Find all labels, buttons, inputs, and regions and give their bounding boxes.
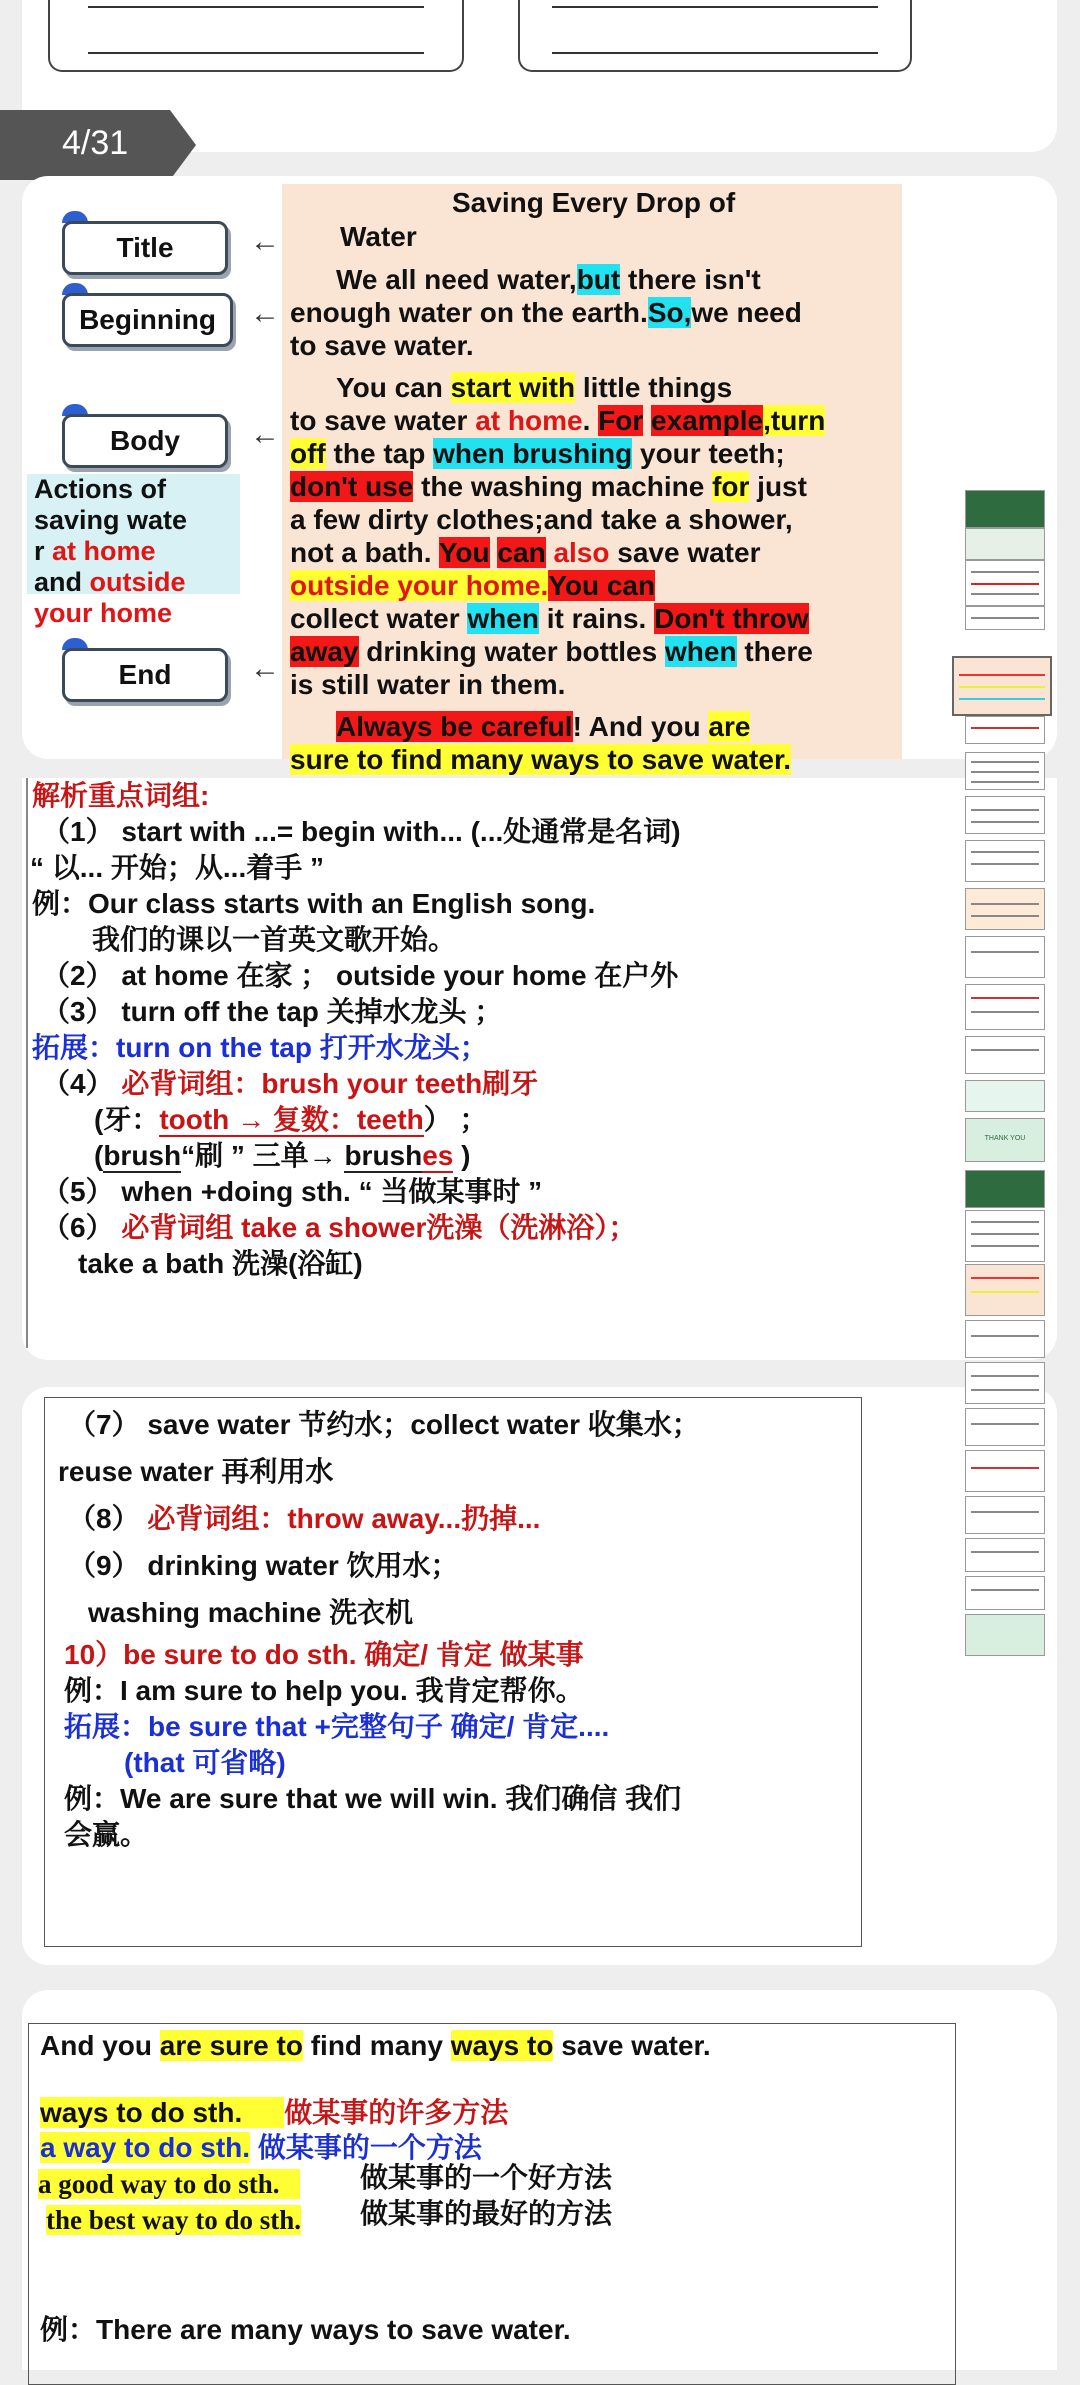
thumbnail-slide[interactable]: [965, 716, 1045, 744]
thumbnail-slide[interactable]: [965, 1538, 1045, 1572]
notes-line: 拓展：turn on the tap 打开水龙头；: [32, 1032, 488, 1063]
notes-line: 拓展：be sure that +完整句子 确定/ 肯定....: [64, 1711, 610, 1742]
thumbnail-thank-you: THANK YOU: [984, 1135, 1026, 1142]
notes-line: And you are sure to find many ways to save water.: [40, 2030, 711, 2061]
thumbnail-slide[interactable]: [965, 1264, 1045, 1316]
notes-line: reuse water 再利用水: [58, 1456, 334, 1487]
notes-heading: 解析重点词组:: [32, 780, 210, 811]
passage-line: Always be careful! And you are: [336, 711, 751, 742]
passage-title-line1: Saving Every Drop of: [452, 187, 736, 218]
answer-box-left: [48, 0, 464, 72]
notes-line: 例：I am sure to help you. 我肯定帮你。: [64, 1675, 584, 1706]
notes-line: （4） 必背词组：brush your teeth刷牙: [42, 1068, 539, 1099]
thumbnail-slide[interactable]: [965, 1450, 1045, 1492]
passage-line: enough water on the earth.So,we need: [290, 297, 802, 328]
passage-line: a few dirty clothes;and take a shower,: [290, 504, 793, 535]
notes-line: a way to do sth. 做某事的一个方法: [40, 2132, 482, 2163]
thumbnail-slide[interactable]: [965, 796, 1045, 834]
notes-line: 我们的课以一首英文歌开始。: [92, 924, 457, 955]
thumbnail-slide[interactable]: [965, 1320, 1045, 1358]
thumbnail-slide[interactable]: [965, 888, 1045, 930]
thumbnail-slide[interactable]: [965, 1576, 1045, 1610]
actions-label-outside: outside: [89, 567, 186, 597]
slide-4-card[interactable]: [22, 176, 1057, 775]
passage-line: not a bath. You can also save water: [290, 537, 761, 568]
notes-line: （8） 必背词组：throw away...扔掉...: [68, 1503, 541, 1534]
notes-line: 做某事的一个好方法: [360, 2162, 613, 2193]
notes-line: a good way to do sth.: [38, 2166, 300, 2202]
slide-thumbnail-strip[interactable]: [960, 480, 1060, 1860]
notes-line: （2） at home 在家 ； outside your home 在户外: [42, 960, 679, 991]
notes-line: (that 可省略): [124, 1747, 286, 1778]
notes-line: ways to do sth. 做某事的许多方法: [40, 2097, 509, 2128]
notes-slide-1[interactable]: [22, 778, 1057, 1360]
notes-line: 会赢。: [64, 1819, 149, 1850]
thumbnail-slide[interactable]: [965, 528, 1045, 560]
notes-line: 例：Our class starts with an English song.: [32, 888, 596, 919]
notes-line: (牙：tooth → 复数：teeth） ；: [94, 1104, 488, 1135]
passage-line: off the tap when brushing your teeth;: [290, 438, 785, 469]
notes-line: （9） drinking water 饮用水；: [68, 1550, 459, 1581]
notes-line: the best way to do sth.: [46, 2205, 302, 2235]
thumbnail-slide[interactable]: [965, 1080, 1045, 1112]
body-arrow-icon: ←: [250, 418, 280, 451]
beginning-arrow-icon: ←: [250, 297, 280, 330]
actions-label-at-home: at home: [52, 536, 156, 566]
passage-line: collect water when it rains. Don't throw: [290, 603, 809, 634]
thumbnail-slide[interactable]: [965, 1170, 1045, 1208]
thumbnail-slide[interactable]: [965, 752, 1045, 790]
notes-line: “ 以... 开始；从...着手 ”: [30, 852, 325, 883]
actions-label-line: [34, 474, 234, 629]
passage-line: outside your home.You can: [290, 570, 656, 601]
passage-line: We all need water,but there isn't: [336, 264, 761, 295]
thumbnail-slide-current[interactable]: [952, 656, 1052, 716]
passage-line: away drinking water bottles when there: [290, 636, 813, 667]
passage-line: to save water at home. For example,turn: [290, 405, 826, 436]
title-label: Title: [62, 221, 228, 275]
thumbnail-slide[interactable]: [965, 606, 1045, 630]
notes-line: 例：There are many ways to save water.: [40, 2314, 571, 2345]
thumbnail-slide[interactable]: [965, 1036, 1045, 1074]
beginning-label: Beginning: [62, 293, 233, 347]
notes-line: (brush“刷 ” 三单→ brushes ): [94, 1140, 471, 1171]
passage-line: sure to find many ways to save water.: [290, 744, 792, 775]
thumbnail-slide[interactable]: [965, 1614, 1045, 1656]
notes-line: （5） when +doing sth. “ 当做某事时 ”: [42, 1176, 543, 1207]
thumbnail-slide[interactable]: [965, 1210, 1045, 1262]
end-arrow-icon: ←: [250, 652, 280, 685]
passage-line: is still water in them.: [290, 669, 566, 700]
passage-line: don't use the washing machine for just: [290, 471, 807, 502]
thumbnail-slide[interactable]: [965, 840, 1045, 882]
actions-label-your-home: your home: [34, 598, 173, 628]
notes-line: （6） 必背词组 take a shower洗澡（洗淋浴）；: [42, 1212, 637, 1243]
notes-slide-3[interactable]: [22, 1990, 1057, 2370]
thumbnail-slide[interactable]: [965, 1408, 1045, 1446]
notes-line: （3） turn off the tap 关掉水龙头 ；: [42, 996, 503, 1027]
notes-line: take a bath 洗澡(浴缸): [78, 1248, 363, 1279]
notes-line: 做某事的最好的方法: [360, 2198, 613, 2229]
slide-counter: 4/31: [62, 124, 129, 162]
title-arrow-icon: ←: [250, 225, 280, 258]
end-label: End: [62, 648, 228, 702]
thumbnail-slide[interactable]: [965, 560, 1045, 606]
thumbnail-slide[interactable]: [965, 1118, 1045, 1162]
actions-label-text: Actions of saving wate: [34, 474, 188, 535]
actions-label-text: r: [34, 536, 53, 566]
notes-slide-2[interactable]: [22, 1387, 1057, 1965]
notes-line: 例：We are sure that we will win. 我们确信 我们: [64, 1783, 682, 1814]
thumbnail-slide[interactable]: [965, 936, 1045, 978]
body-label: Body: [62, 414, 228, 468]
notes-border: [26, 778, 28, 1348]
actions-label-text: and: [34, 567, 90, 597]
thumbnail-slide[interactable]: [965, 984, 1045, 1030]
answer-box-right: [518, 0, 912, 72]
passage-line: to save water.: [290, 330, 474, 361]
notes-line: 10）be sure to do sth. 确定/ 肯定 做某事: [64, 1639, 584, 1670]
notes-line: （7） save water 节约水；collect water 收集水；: [68, 1409, 700, 1440]
thumbnail-slide[interactable]: [965, 1362, 1045, 1404]
thumbnail-slide[interactable]: [965, 490, 1045, 528]
notes-line: （1） start with ...= begin with... (...处通常是名词): [42, 816, 681, 847]
passage-title-line2: Water: [340, 221, 417, 252]
notes-line: washing machine 洗衣机: [88, 1597, 414, 1628]
passage-line: You can start with little things: [336, 372, 733, 403]
thumbnail-slide[interactable]: [965, 1496, 1045, 1534]
